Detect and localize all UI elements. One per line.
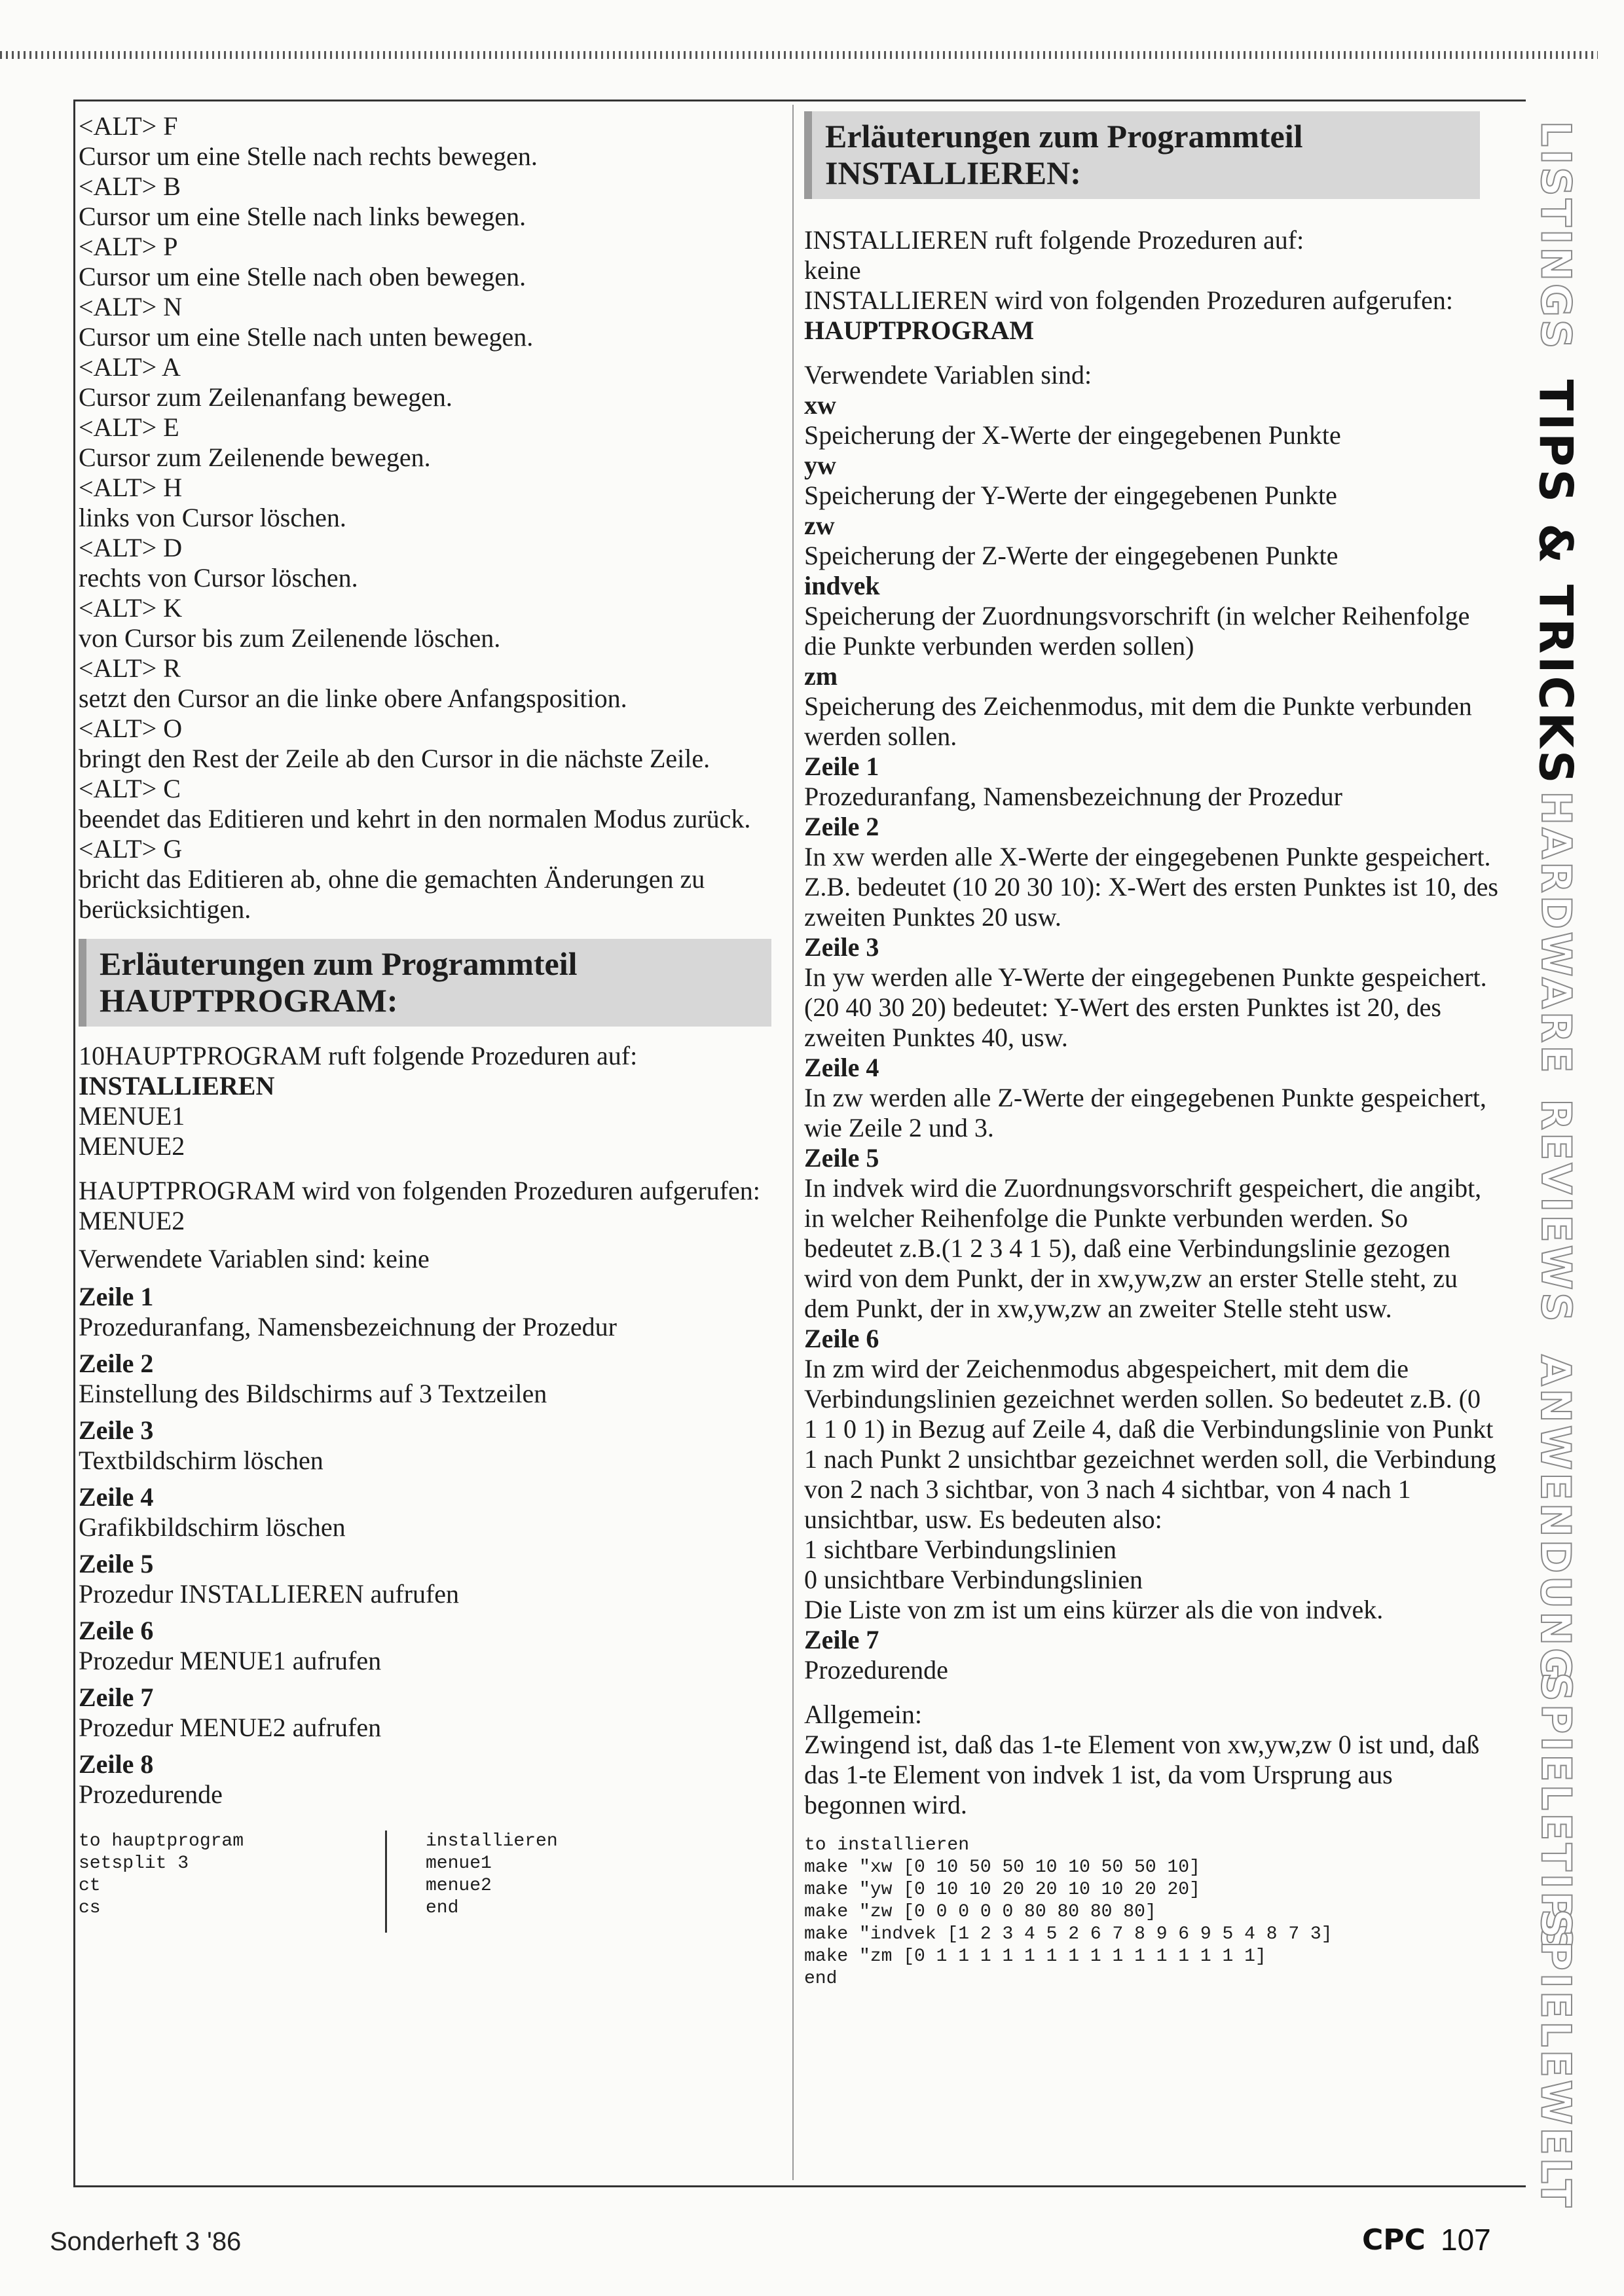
line-text: Prozedur MENUE1 aufrufen (79, 1646, 382, 1675)
variable-list (804, 390, 1498, 752)
shortcut-key: <ALT> G (79, 834, 183, 864)
general-text: Zwingend ist, daß das 1-te Element von xw,yw,zw 0 ist und, daß das 1-te Element von indvek 1 ist, da vom Ursprung aus begonnen wird. (804, 1730, 1480, 1819)
variable-desc: Speicherung der Z-Werte der eingegebenen Punkte (804, 541, 1338, 570)
frame-top-rule (73, 100, 1526, 101)
shortcut-desc: bricht das Editieren ab, ohne die gemachten Änderungen zu berücksichtigen. (79, 864, 705, 924)
banner-line2: INSTALLIEREN: (825, 155, 1081, 191)
shortcut-key: <ALT> A (79, 352, 181, 382)
shortcut-key: <ALT> C (79, 774, 181, 803)
right-column (804, 111, 1498, 1990)
left-line-list (79, 1282, 771, 1810)
installieren-code: to installieren make "xw [0 10 50 50 10 10 50 50 10] make "yw [0 10 10 20 20 10 10 20 20] make "zw [0 0 0 0 0 80 80 80 80] make "indvek [1 2 3 4 5 2 6 7 8 9 6 9 5 4 8 7 3] make "zm [0 1 1 1 1 1 1 1 1 1 1 1 1 1 1 1] end (804, 1835, 1333, 1989)
line-label: Zeile 6 (79, 1616, 154, 1645)
variable-desc: Speicherung der X-Werte der eingegebenen Punkte (804, 420, 1341, 450)
line-label: Zeile 1 (804, 752, 879, 781)
code-left: to hauptprogram setsplit 3 ct cs (79, 1831, 244, 1918)
sidebar-tab-reviews[interactable]: REVIEWS (1532, 1098, 1580, 1324)
meaning-invisible: 0 unsichtbare Verbindungslinien (804, 1565, 1143, 1594)
line-label: Zeile 7 (79, 1683, 154, 1712)
call-installieren: INSTALLIEREN (79, 1071, 275, 1101)
shortcut-desc: links von Cursor löschen. (79, 503, 346, 532)
shortcut-desc: Cursor um eine Stelle nach oben bewegen. (79, 262, 526, 291)
line-label: Zeile 3 (79, 1415, 154, 1445)
shortcut-key: <ALT> F (79, 111, 178, 141)
shortcut-key: <ALT> D (79, 533, 183, 562)
shortcut-key: <ALT> R (79, 653, 181, 683)
right-line-list (804, 752, 1498, 1535)
general-label: Allgemein: (804, 1700, 922, 1729)
frame-bottom-rule (73, 2185, 1526, 2187)
code-divider (385, 1831, 387, 1933)
line-text: In yw werden alle Y-Werte der eingegebenen Punkte gespeichert. (20 40 30 20) bedeutet: Y-Wert des ersten Punktes ist 20, des zweiten Punktes 40, usw. (804, 962, 1487, 1052)
frame-left-rule (73, 100, 75, 2187)
shortcut-key: <ALT> H (79, 473, 183, 502)
line-label: Zeile 6 (804, 1324, 879, 1353)
line-label: Zeile 4 (79, 1482, 154, 1512)
sidebar-tab-spieletips[interactable]: SPIELETIPS (1532, 1671, 1580, 1956)
shortcut-desc: von Cursor bis zum Zeilenende löschen. (79, 623, 501, 653)
variable-name: zw (804, 511, 835, 540)
shortcut-desc: setzt den Cursor an die linke obere Anfangsposition. (79, 683, 627, 713)
sidebar-tab-listings[interactable]: LISTINGS (1532, 120, 1580, 352)
column-divider (792, 105, 794, 2180)
shortcut-key: <ALT> N (79, 292, 183, 321)
variable-desc: Speicherung der Zuordnungsvorschrift (in welcher Reihenfolge die Punkte verbunden werden sollen) (804, 601, 1470, 661)
line-label: Zeile 8 (79, 1749, 154, 1779)
line-label: Zeile 2 (79, 1349, 154, 1378)
list-note: Die Liste von zm ist um eins kürzer als die von indvek. (804, 1595, 1384, 1624)
issue-label: Sonderheft 3 '86 (50, 2227, 242, 2256)
calls-intro: INSTALLIEREN ruft folgende Prozeduren auf: (804, 225, 1304, 255)
called-by-text: INSTALLIEREN wird von folgenden Prozeduren aufgerufen: (804, 285, 1453, 315)
line-label: Zeile 2 (804, 812, 879, 841)
variable-desc: Speicherung der Y-Werte der eingegebenen Punkte (804, 481, 1337, 510)
line-text: In xw werden alle X-Werte der eingegebenen Punkte gespeichert. Z.B. bedeutet (10 20 30 10): X-Wert des ersten Punktes ist 10, des zweiten Punktes 20 usw. (804, 842, 1498, 932)
line-label: Zeile 5 (79, 1549, 154, 1578)
cpc-logo: CPC (1362, 2223, 1426, 2257)
code-right: installieren menue1 menue2 end (426, 1831, 558, 1918)
hauptprogram-code (79, 1831, 771, 1935)
shortcut-key: <ALT> B (79, 172, 181, 201)
variable-desc: Speicherung des Zeichenmodus, mit dem die Punkte verbunden werden sollen. (804, 691, 1472, 751)
shortcut-desc: Cursor zum Zeilenanfang bewegen. (79, 382, 452, 412)
variable-name: yw (804, 450, 836, 480)
shortcut-list (79, 111, 771, 924)
line-label: Zeile 5 (804, 1143, 879, 1173)
line-text: Einstellung des Bildschirms auf 3 Textzeilen (79, 1379, 547, 1408)
shortcut-desc: Cursor um eine Stelle nach unten bewegen. (79, 322, 534, 352)
variable-name: zm (804, 661, 838, 691)
variable-name: indvek (804, 571, 880, 600)
line-text: Prozedurende (804, 1655, 948, 1685)
shortcut-key: <ALT> P (79, 232, 178, 261)
shortcut-desc: bringt den Rest der Zeile ab den Cursor in die nächste Zeile. (79, 744, 710, 773)
variable-name: xw (804, 390, 836, 420)
called-by: HAUPTPROGRAM (804, 316, 1035, 345)
shortcut-desc: Cursor zum Zeilenende bewegen. (79, 443, 431, 472)
banner-line1: Erläuterungen zum Programmteil (100, 945, 578, 982)
line-label: Zeile 7 (804, 1625, 879, 1654)
installieren-banner (804, 111, 1480, 199)
line-text: Prozedur MENUE2 aufrufen (79, 1713, 382, 1742)
hauptprogram-banner (79, 939, 771, 1027)
shortcut-desc: Cursor um eine Stelle nach rechts bewegen. (79, 141, 538, 171)
shortcut-desc: beendet das Editieren und kehrt in den normalen Modus zurück. (79, 804, 751, 833)
calls-value: keine (804, 255, 861, 285)
line-text: Prozedur INSTALLIEREN aufrufen (79, 1579, 460, 1609)
shortcut-key: <ALT> O (79, 714, 183, 743)
line-text: In zm wird der Zeichenmodus abgespeichert, mit dem die Verbindungslinien gezeichnet werden sollen. So bedeutet z.B. (0 1 1 0 1) in Bezug auf Zeile 4, daß die Verbindungslinie von Punkt 1 nach Punkt 2 unsichtbar gezeichnet werden soll, die Verbindung von 2 nach 3 sichtbar, von 3 nach 4 sichtbar, von 4 nach 1 unsichtbar, usw. Es bedeuten also: (804, 1354, 1496, 1534)
line-text: In indvek wird die Zuordnungsvorschrift gespeichert, die angibt, in welcher Reihenfolge die Punkte verbunden werden. So bedeutet z.B.(1 2 3 4 1 5), daß eine Verbindungslinie gezogen wird von dem Punkt, der in xw,yw,zw an erster Stelle steht, zu dem Punkt, der in xw,yw,zw an zweiter Stelle steht usw. (804, 1173, 1482, 1323)
line-text: Grafikbildschirm löschen (79, 1512, 346, 1542)
called-by-text: HAUPTPROGRAM wird von folgenden Prozeduren aufgerufen: (79, 1176, 760, 1205)
shortcut-desc: Cursor um eine Stelle nach links bewegen. (79, 202, 526, 231)
banner-line1: Erläuterungen zum Programmteil (825, 118, 1303, 155)
shortcut-key: <ALT> K (79, 593, 183, 623)
page-number: 107 (1441, 2223, 1491, 2257)
call-menue1: MENUE1 (79, 1101, 185, 1131)
section-sidebar (1517, 98, 1595, 2210)
variables-intro: Verwendete Variablen sind: (804, 360, 1092, 390)
shortcut-desc: rechts von Cursor löschen. (79, 563, 358, 592)
line-label: Zeile 1 (79, 1282, 154, 1311)
line-text: Prozedurende (79, 1779, 223, 1809)
sidebar-tab-hardware[interactable]: HARDWARE (1532, 790, 1580, 1076)
meaning-visible: 1 sichtbare Verbindungslinien (804, 1535, 1116, 1564)
sidebar-tab-spielewelt[interactable]: SPIELEWELT (1532, 1908, 1580, 2210)
top-tick-border (0, 51, 1598, 59)
call-menue2: MENUE2 (79, 1131, 185, 1161)
line-text: Prozeduranfang, Namensbezeichnung der Prozedur (79, 1312, 617, 1341)
line-label: Zeile 3 (804, 932, 879, 962)
shortcut-key: <ALT> E (79, 412, 179, 442)
line-label: Zeile 4 (804, 1053, 879, 1082)
line-text: Prozeduranfang, Namensbezeichnung der Prozedur (804, 782, 1342, 811)
sidebar-tab-tips-tricks[interactable]: TIPS & TRICKS (1529, 379, 1583, 786)
line-text: In zw werden alle Z-Werte der eingegebenen Punkte gespeichert, wie Zeile 2 und 3. (804, 1083, 1486, 1142)
left-column (79, 111, 771, 1935)
banner-line2: HAUPTPROGRAM: (100, 982, 398, 1019)
line-text: Textbildschirm löschen (79, 1446, 323, 1475)
sidebar-tab-anwendung[interactable]: ANWENDUNG (1532, 1354, 1580, 1684)
variables-text: Verwendete Variablen sind: keine (79, 1244, 430, 1273)
called-by: MENUE2 (79, 1206, 185, 1235)
calls-intro: 10HAUPTPROGRAM ruft folgende Prozeduren auf: (79, 1041, 638, 1070)
